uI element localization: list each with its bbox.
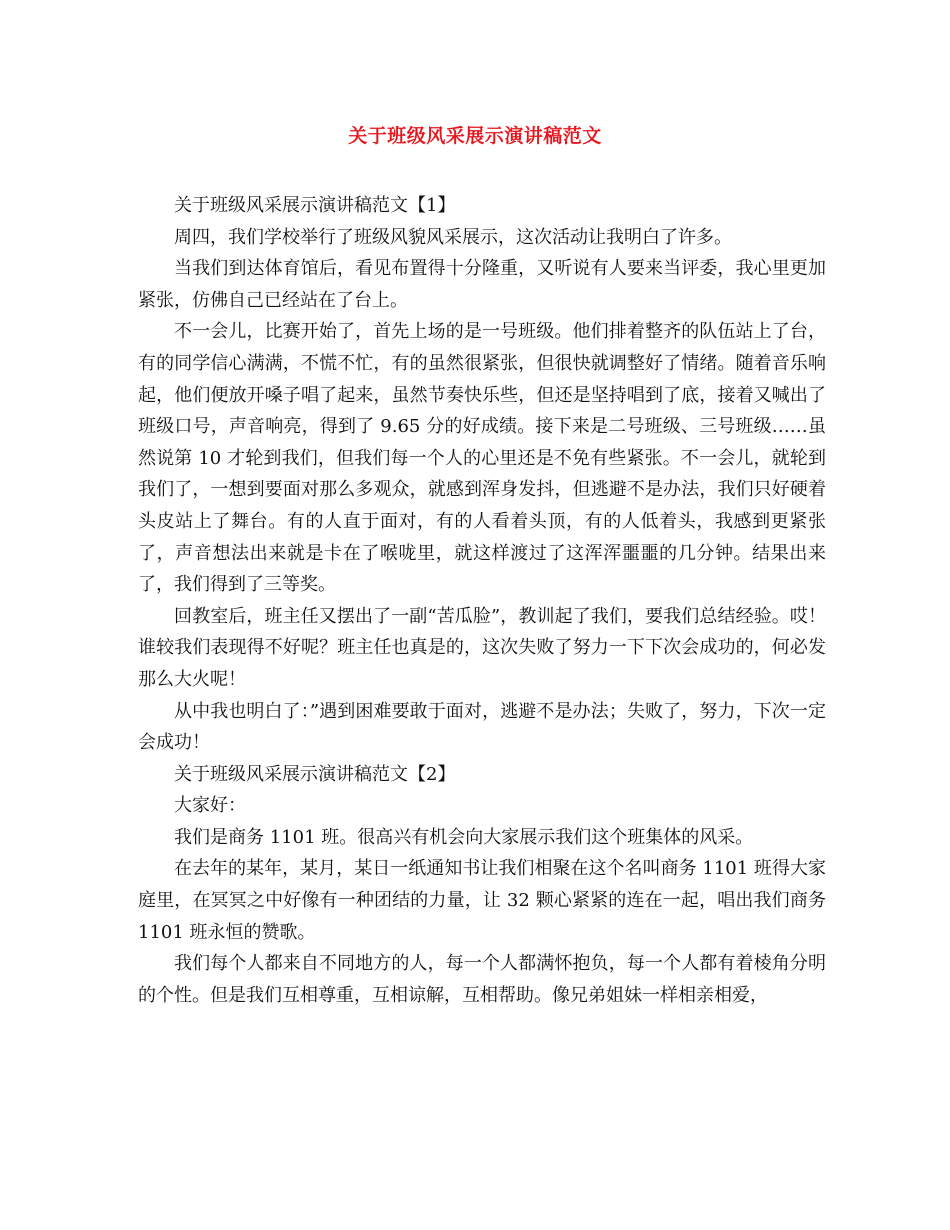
paragraph: 从中我也明白了：”遇到困难要敢于面对，逃避不是办法；失败了，努力，下次一定会成功！ [138,700,826,754]
document-title: 关于班级风采展示演讲稿范文 [348,125,602,147]
paragraph: 我们每个人都来自不同地方的人，每一个人都满怀抱负，每一个人都有着棱角分明的个性。但是我们互相尊重，互相谅解，互相帮助。像兄弟姐妹一样相亲相爱， [138,953,826,1006]
paragraph: 关于班级风采展示演讲稿范文【2】 [174,763,456,785]
paragraph: 大家好： [174,795,246,817]
paragraph: 不一会儿，比赛开始了，首先上场的是一号班级。他们排着整齐的队伍站上了台，有的同学信心满满，不慌不忙，有的虽然很紧张，但很快就调整好了情绪。随着音乐响起，他们便放开嗓子唱了起来，虽然节奏快乐些，但还是坚持唱到了底，接着又喊出了班级口号，声音响亮，得到了 9.65 分的好成绩。接下来是二号班级、三号班级……虽然说第 10 才轮到我们，但我们每一个人的心里还是不免有些紧张。不一会儿，就轮到我们了，一想到要面对那么多观众，就感到浑身发抖，但逃避不是办法，我们只好硬着头皮站上了舞台。有的人直于面对，有的人看着头顶，有的人低着头，我感到更紧张了，声音想法出来就是卡在了喉咙里，就这样渡过了这浑浑噩噩的几分钟。结果出来了，我们得到了三等奖。 [138,321,826,596]
paragraph: 我们是商务 1101 班。很高兴有机会向大家展示我们这个班集体的风采。 [174,826,754,848]
document-body [138,190,826,1011]
paragraph: 周四，我们学校举行了班级风貌风采展示，这次活动让我明白了许多。 [174,226,732,248]
paragraph: 在去年的某年，某月，某日一纸通知书让我们相聚在这个名叫商务 1101 班得大家庭里，在冥冥之中好像有一种团结的力量，让 32 颗心紧紧的连在一起，唱出我们商务 1101 班永恒的赞歌。 [138,858,826,943]
paragraph: 关于班级风采展示演讲稿范文【1】 [174,195,456,216]
paragraph: 回教室后，班主任又摆出了一副“苦瓜脸”，教训起了我们，要我们总结经验。哎！谁较我们表现得不好呢？班主任也真是的，这次失败了努力一下下次会成功的，何必发那么大火呢！ [138,605,826,690]
paragraph: 当我们到达体育馆后，看见布置得十分隆重，又听说有人要来当评委，我心里更加紧张，仿佛自己已经站在了台上。 [138,258,826,311]
